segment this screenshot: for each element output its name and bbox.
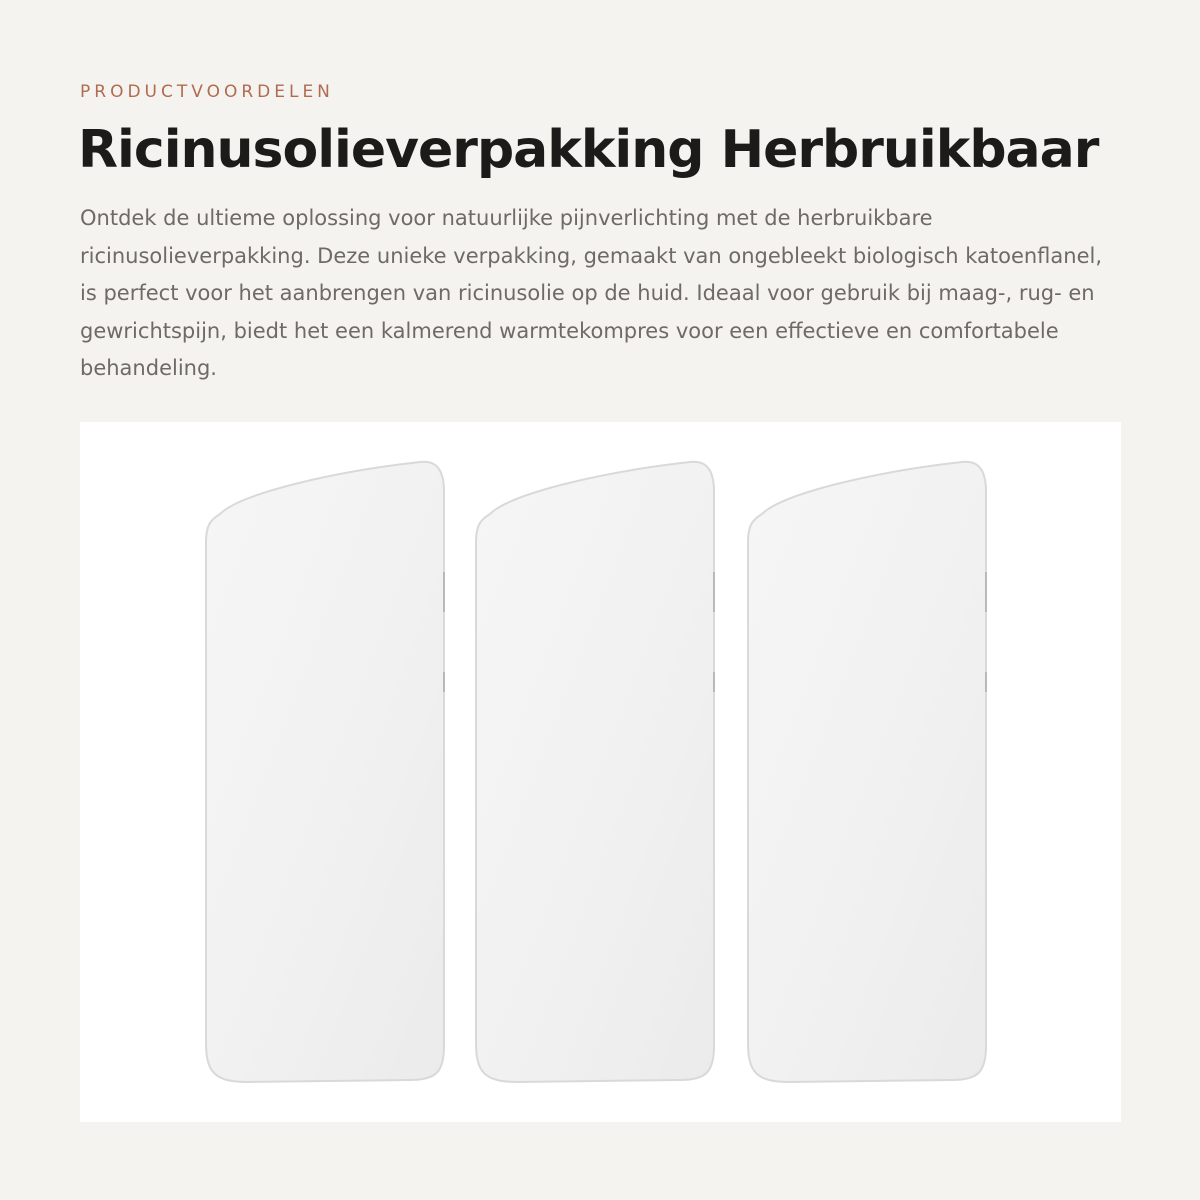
eyebrow-label: PRODUCTVOORDELEN <box>80 82 334 102</box>
product-image <box>80 422 1121 1122</box>
flannel-wrap <box>206 462 444 1082</box>
flannel-wrap <box>748 462 986 1082</box>
section-description: Ontdek de ultieme oplossing voor natuurlijke pijnverlichting met de herbruikbare ricinusolieverpakking. Deze unieke verpakking, gemaakt van ongebleekt biologisch katoenflanel, is perfect voor het aanbrengen van ricinusolie op de huid. Ideaal voor gebruik bij maag-, rug- en gewrichtspijn, biedt het een kalmerend warmtekompres voor een effectieve en comfortabele behandeling. <box>80 206 1103 380</box>
section-title: Ricinusolieverpakking Herbruikbaar <box>78 120 1099 180</box>
flannel-wrap <box>476 462 714 1082</box>
